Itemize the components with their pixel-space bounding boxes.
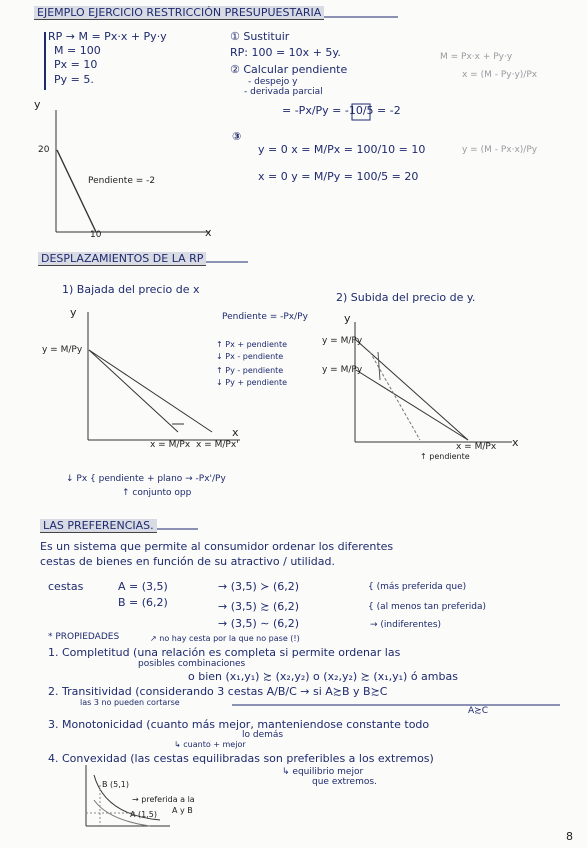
property-4: 4. Convexidad (las cestas equilibradas son preferibles a los extremos)	[48, 752, 434, 765]
cestas-label: cestas	[48, 580, 84, 593]
graph4-point-b: B (5,1)	[102, 780, 129, 789]
graph3-y-label: y	[344, 312, 351, 325]
step2-label: ② Calcular pendiente	[230, 63, 348, 76]
page-number: 8	[566, 830, 573, 843]
graph2-x-intercept-2: x = M/Px'	[196, 440, 239, 450]
graph4-point-a: A (1,5)	[130, 810, 157, 819]
rule-a1: ↑ Px + pendiente	[216, 340, 288, 349]
step2-sub1: - despejo y	[248, 77, 298, 87]
relation-3: → (3,5) ∼ (6,2)	[218, 617, 300, 630]
graph3-y-intercept-2: y = M/Py	[322, 365, 363, 375]
graph2-x-intercept-1: x = M/Px	[150, 440, 191, 450]
rule-b2: ↓ Py + pendiente	[216, 378, 288, 387]
property-4b: ↳ equilibrio mejor	[282, 767, 364, 777]
side-note-3: y = (M - Px·x)/Py	[462, 145, 538, 155]
step1-equation: RP: 100 = 10x + 5y.	[230, 46, 341, 59]
summary-a: ↓ Px { pendiente + plano → -Px'/Py	[66, 474, 226, 484]
graph4-note: → preferida a la	[132, 795, 195, 804]
step3-row2: x = 0 y = M/Py = 100/5 = 20	[258, 170, 419, 183]
graph3-note: ↑ pendiente	[420, 452, 470, 461]
property-2: 2. Transitividad (considerando 3 cestas A/B/C → si A≿B y B≿C	[48, 685, 388, 698]
relation-1-note: { (más preferida que)	[368, 582, 467, 592]
graph1-y-label: y	[34, 98, 41, 111]
relation-3-note: → (indiferentes)	[370, 620, 442, 630]
properties-note: ↗ no hay cesta por la que no pase (!)	[150, 634, 300, 643]
property-2c: A≿C	[468, 706, 488, 716]
section2-title: DESPLAZAMIENTOS DE LA RP	[38, 252, 206, 265]
graph1-slope-label: Pendiente = -2	[88, 176, 156, 186]
graph3-y-intercept-1: y = M/Py	[322, 336, 363, 346]
rule-a2: ↓ Px - pendiente	[216, 352, 284, 361]
given-4: Py = 5.	[54, 73, 94, 86]
graph3-x-intercept: x = M/Px	[456, 442, 497, 452]
section2-sub2: 2) Subida del precio de y.	[336, 291, 476, 304]
rule-b1: ↑ Py - pendiente	[216, 366, 284, 375]
graph2-x-label: x	[232, 426, 239, 439]
definition-line-2: cestas de bienes en función de su atractivo / utilidad.	[40, 555, 335, 568]
section2-sub1: 1) Bajada del precio de x	[62, 283, 200, 296]
graph1-x-label: x	[205, 226, 212, 239]
property-1b: posibles combinaciones	[138, 659, 246, 669]
property-1c: o bien (x₁,y₁) ≿ (x₂,y₂) o (x₂,y₂) ≿ (x₁,y₁) ó ambas	[188, 670, 458, 683]
properties-title: * PROPIEDADES	[48, 632, 120, 642]
side-note-2: x = (M - Py·y)/Px	[462, 70, 538, 80]
cesta-b: B = (6,2)	[118, 596, 168, 609]
section3-title: LAS PREFERENCIAS.	[40, 519, 157, 532]
given-2: M = 100	[54, 44, 101, 57]
graph2-y-intercept: y = M/Py	[42, 345, 83, 355]
summary-b: ↑ conjunto opp	[122, 488, 192, 498]
given-1: RP → M = Px·x + Py·y	[48, 30, 167, 43]
step2-equation: = -Px/Py = -10/5 = -2	[282, 104, 401, 117]
step2-sub2: - derivada parcial	[244, 87, 323, 97]
definition-line-1: Es un sistema que permite al consumidor ordenar los diferentes	[40, 540, 394, 553]
relation-1: → (3,5) ≻ (6,2)	[218, 580, 300, 593]
property-4c: que extremos.	[312, 777, 377, 787]
graph3-x-label: x	[512, 436, 519, 449]
property-3c: ↳ cuanto + mejor	[174, 740, 246, 749]
graph2-y-label: y	[70, 306, 77, 319]
graph4-note-2: A y B	[172, 806, 193, 815]
property-3b: lo demás	[242, 730, 284, 740]
step3-label: ③	[232, 130, 242, 143]
given-3: Px = 10	[54, 58, 98, 71]
side-note-1: M = Px·x + Py·y	[440, 52, 513, 62]
slope-definition: Pendiente = -Px/Py	[222, 312, 308, 322]
cesta-a: A = (3,5)	[118, 580, 168, 593]
step3-row1: y = 0 x = M/Px = 100/10 = 10	[258, 143, 426, 156]
graph1-x-tick: 10	[90, 230, 102, 240]
property-1: 1. Completitud (una relación es completa si permite ordenar las	[48, 646, 401, 659]
relation-2: → (3,5) ≿ (6,2)	[218, 600, 300, 613]
graph1-y-tick: 20	[38, 145, 50, 155]
relation-2-note: { (al menos tan preferida)	[368, 602, 487, 612]
section1-title: EJEMPLO EJERCICIO RESTRICCIÓN PRESUPUESTARIA	[34, 6, 324, 19]
step1-label: ① Sustituir	[230, 30, 290, 43]
property-2b: las 3 no pueden cortarse	[80, 698, 180, 707]
property-3: 3. Monotonicidad (cuanto más mejor, manteniendose constante todo	[48, 718, 430, 731]
